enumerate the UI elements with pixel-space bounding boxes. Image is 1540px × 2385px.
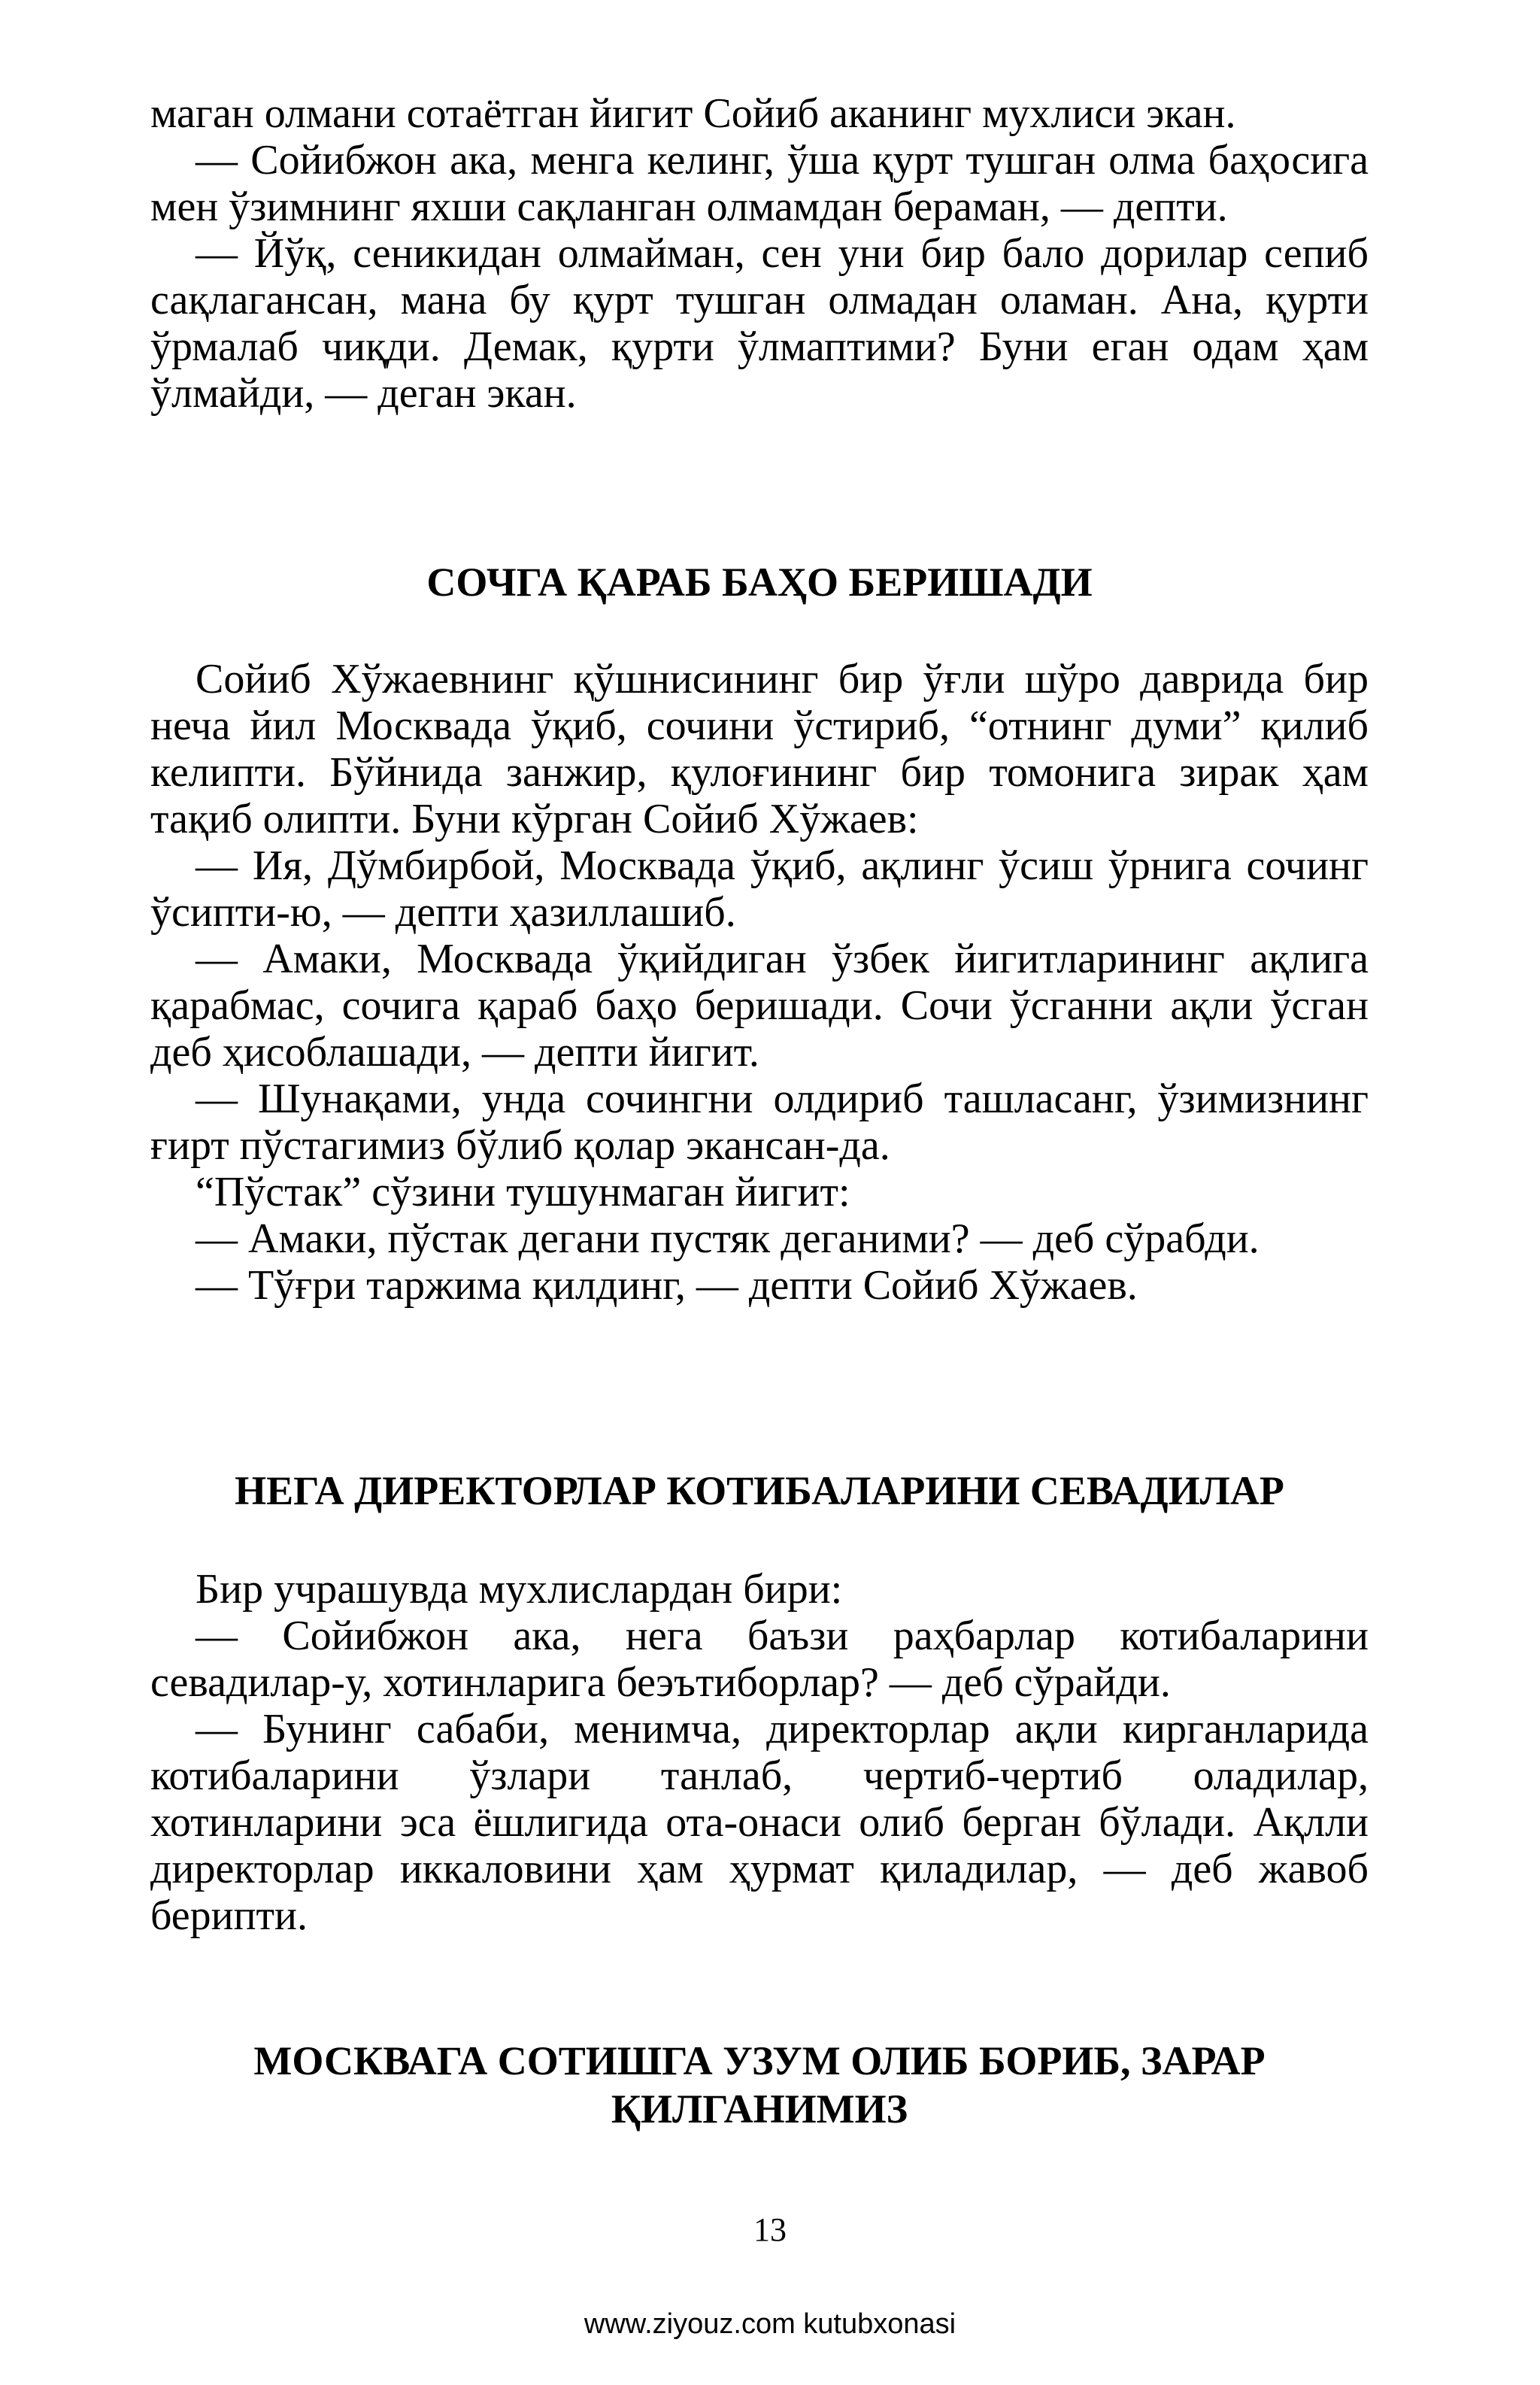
paragraph: — Шунақами, унда сочингни олдириб ташласанг, ўзимизнинг ғирт пўстагимиз бўлиб қолар экансан-да. <box>150 1076 1369 1169</box>
paragraph: “Пўстак” сўзини тушунмаган йигит: <box>196 1169 850 1215</box>
paragraph: — Йўқ, сеникидан олмайман, сен уни бир бало дорилар сепиб сақлагансан, мана бу қурт тушган олмадан оламан. Ана, қурти ўрмалаб чиқди. Демак, қурти ўлмаптими? Буни еган одам ҳам ўлмайди, — деган экан. <box>150 230 1369 417</box>
paragraph: Сойиб Хўжаевнинг қўшнисининг бир ўғли шўро даврида бир неча йил Москвада ўқиб, сочини ўстириб, “отнинг думи” қилиб келипти. Бўйнида занжир, қулоғининг бир томонига зирак ҳам тақиб олипти. Буни кўрган Сойиб Хўжаев: <box>150 656 1369 842</box>
section-heading <box>150 2037 1369 2133</box>
footer-watermark: www.ziyouz.com kutubxonasi <box>584 2308 956 2340</box>
paragraph: — Бунинг сабаби, менимча, директорлар ақли кирганларида котибаларини ўзлари танлаб, чертиб-чертиб оладилар, хотинларини эса ёшлигида ота-онаси олиб берган бўлади. Ақлли директорлар иккаловини ҳам ҳурмат қиладилар, — деб жавоб берипти. <box>150 1706 1369 1939</box>
section-text <box>150 656 1369 1309</box>
paragraph: — Сойибжон ака, менга келинг, ўша қурт тушган олма баҳосига мен ўзимнинг яхши сақланган олмамдан бераман, — депти. <box>150 137 1369 230</box>
paragraph: — Амаки, Москвада ўқийдиган ўзбек йигитларининг ақлига қарабмас, сочига қараб баҳо беришади. Сочи ўсганни ақли ўсган деб ҳисоблашади, — депти йигит. <box>150 936 1369 1076</box>
paragraph: Бир учрашувда мухлислардан бири: <box>196 1566 843 1613</box>
section-heading: НЕГА ДИРЕКТОРЛАР КОТИБАЛАРИНИ СЕВАДИЛАР <box>235 1468 1284 1513</box>
section-heading: СОЧГА ҚАРАБ БАҲО БЕРИШАДИ <box>426 560 1093 605</box>
paragraph: — Сойибжон ака, нега баъзи раҳбарлар котибаларини севадилар-у, хотинларига беэътиборлар? — деб сўрайди. <box>150 1613 1369 1706</box>
opening-text <box>150 90 1369 417</box>
section-text <box>150 1566 1369 1939</box>
page-number: 13 <box>753 2211 787 2248</box>
heading-line: МОСКВАГА СОТИШГА УЗУМ ОЛИБ БОРИБ, ЗАРАР <box>253 2038 1266 2083</box>
paragraph: — Амаки, пўстак дегани пустяк деганими? — деб сўрабди. <box>196 1215 1260 1262</box>
paragraph: маган олмани сотаётган йигит Сойиб аканинг мухлиси экан. <box>150 90 1236 137</box>
paragraph: — Ия, Дўмбирбой, Москвада ўқиб, ақлинг ўсиш ўрнига сочинг ўсипти-ю, — депти ҳазиллашиб. <box>150 842 1369 936</box>
heading-line: ҚИЛГАНИМИЗ <box>611 2086 908 2132</box>
paragraph: — Тўғри таржима қилдинг, — депти Сойиб Хўжаев. <box>196 1262 1138 1309</box>
